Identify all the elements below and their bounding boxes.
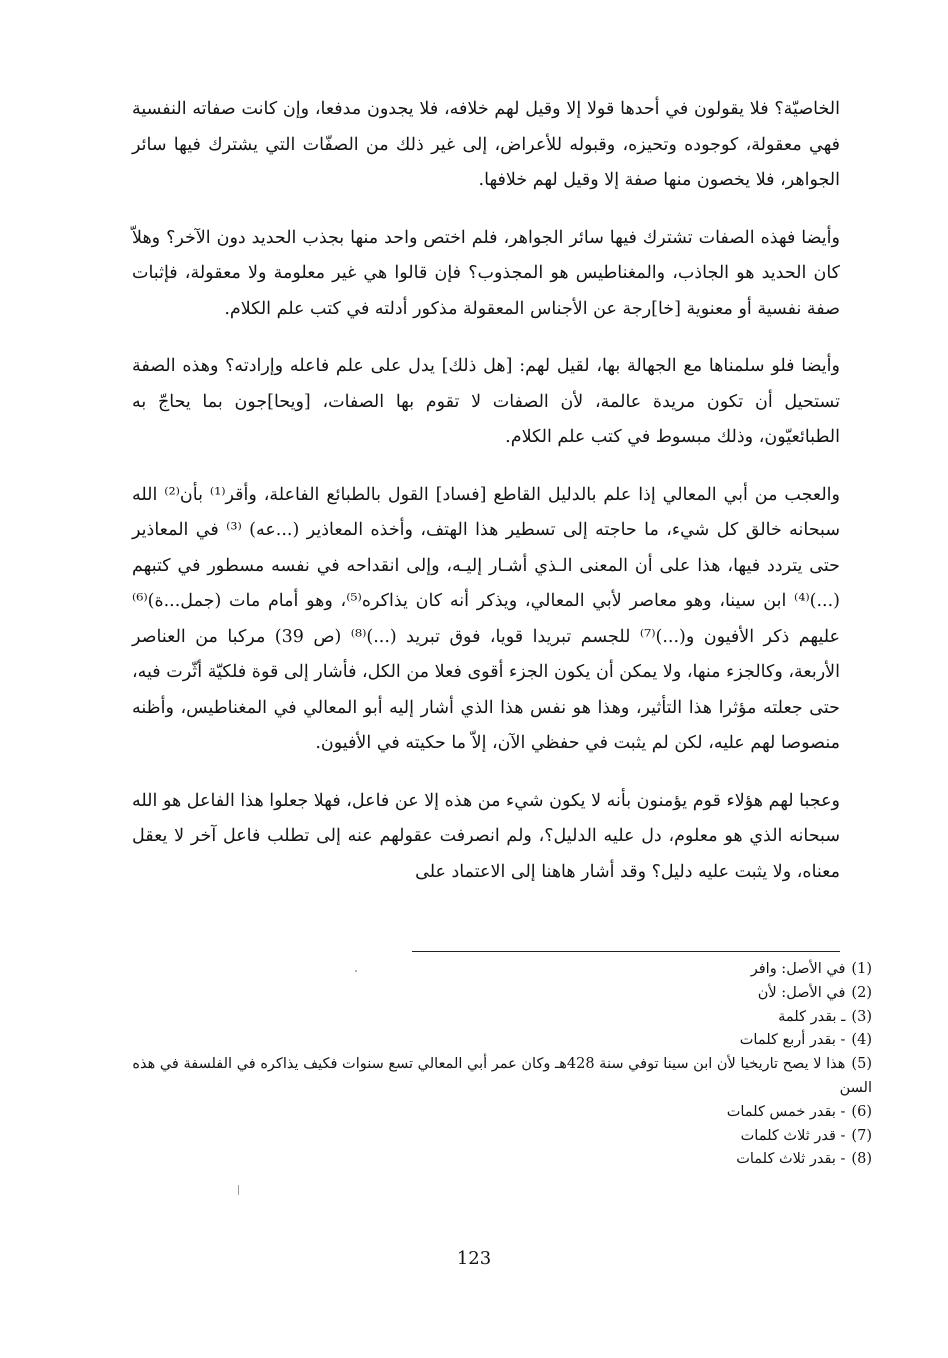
footnotes: [132, 958, 872, 1172]
footnote-item: [132, 1006, 872, 1030]
footnote-item: [132, 982, 872, 1006]
footnote-text: - قدر ثلاث كلمات: [740, 1127, 846, 1144]
footnote-item: [132, 1101, 872, 1125]
footnote-text: ـ بقدر كلمة: [778, 1008, 846, 1025]
footnote-number: (2): [851, 984, 872, 1001]
scan-speck: [355, 970, 357, 972]
paragraph-2: وأيضا فهذه الصفات تشترك فيها سائر الجواهر، فلم اختص واحد منها بجذب الحديد دون الآخر؟ وهلاّ كان الحديد هو الجاذب، والمغناطيس هو المجذوب؟ فإن قالوا هي غير معلومة ولا معقولة، فإثبات صفة نفسية أو معنوية [خا]رجة عن الأجناس المعقولة مذكور أدلته في كتب علم الكلام.: [132, 227, 840, 319]
footnote-item: [132, 1053, 872, 1101]
footnote-number: (1): [851, 961, 872, 977]
footnote-number: (5): [851, 1056, 872, 1073]
paragraph-5: وعجبا لهم هؤلاء قوم يؤمنون بأنه لا يكون شيء من هذه إلا عن فاعل، فهلا جعلوا هذا الفاعل هو الله سبحانه الذي هو معلوم، دل عليه الدليل؟، ولم انصرفت عقولهم عنه إلى تطلب فاعل آخر لا يعقل معناه، ولا يثبت عليه دليل؟ وقد أشار هاهنا إلى الاعتماد على: [132, 790, 840, 882]
page-number: 123: [456, 1248, 492, 1269]
footnote-item: [132, 958, 872, 982]
footnote-text: - بقدر ثلاث كلمات: [736, 1151, 846, 1168]
footnote-text: في الأصل: وافر: [750, 961, 846, 977]
paragraph-3: وأيضا فلو سلمناها مع الجهالة بها، لقيل لهم: [هل ذلك] يدل على علم فاعله وإرادته؟ وهذه الصفة تستحيل أن تكون مريدة عالمة، لأن الصفات لا تقوم بها الصفات، [ويحا]جون بما يحاجّ به الطبائعيّون، وذلك مبسوط في كتب علم الكلام.: [132, 356, 840, 447]
footnote-divider: [412, 951, 840, 952]
footnote-text: في الأصل: لأن: [757, 984, 846, 1001]
footnote-item: [132, 1148, 872, 1172]
footnote-number: (3): [851, 1008, 872, 1025]
footnote-item: [132, 1029, 872, 1053]
footnote-number: (4): [851, 1032, 872, 1049]
paragraph-1: الخاصيّة؟ فلا يقولون في أحدها قولا إلا وقيل لهم خلافه، فلا يجدون مدفعا، وإن كانت صفاته النفسية فهي معقولة، كوجوده وتحيزه، وقبوله للأعراض، إلى غير ذلك من الصفّات التي يشترك فيها سائر الجواهر، فلا يخصون منها صفة إلا وقيل لهم خلافها.: [132, 99, 840, 190]
footnote-text: - بقدر أربع كلمات: [739, 1032, 846, 1049]
footnote-number: (6): [851, 1103, 872, 1120]
footnote-number: (8): [851, 1151, 872, 1168]
footnote-text: هذا لا يصح تاريخيا لأن ابن سينا توفي سنة 428هـ وكان عمر أبي المعالي تسع سنوات فكيف يذاكره في الفلسفة في هذه السن: [132, 1056, 872, 1096]
paragraph-4: والعجب من أبي المعالي إذا علم بالدليل القاطع [فساد] القول بالطبائع الفاعلة، وأقر⁽¹⁾ بأن⁽²⁾ الله سبحانه خالق كل شيء، ما حاجته إلى تسطير هذا الهتف، وأخذه المعاذير (...عه) ⁽³⁾ في المعاذير حتى يتردد فيها، هذا على أن المعنى الـذي أشـار إليـه، وإلى انقداحه في نفسه مسطور في كتبهم (...)⁽⁴⁾ ابن سينا، وهو معاصر لأبي المعالي، ويذكر أنه كان يذاكره⁽⁵⁾، وهو أمام مات (جمل...ة)⁽⁶⁾عليهم ذكر الأفيون و(...)⁽⁷⁾ للجسم تبريدا قويا، فوق تبريد (...)⁽⁸⁾ (ص 39) مركبا من العناصر الأربعة، وكالجزء منها، ولا يمكن أن يكون الجزء أقوى فعلا من الكل، فأشار إلى قوة فلكيّة أثّرت فيه، حتى جعلته مؤثرا هذا التأثير، وهذا هو نفس هذا الذي أشار إليه أبو المعالي في المغناطيس، وأظنه منصوصا لهم عليه، لكن لم يثبت في حفظي الآن، إلاّ ما حكيته في الأفيون.: [132, 484, 841, 753]
footnote-number: (7): [851, 1127, 872, 1144]
main-text: [132, 92, 840, 912]
footnote-text: - بقدر خمس كلمات: [726, 1103, 846, 1120]
scan-speck: [238, 1185, 239, 1195]
footnote-item: [132, 1125, 872, 1149]
